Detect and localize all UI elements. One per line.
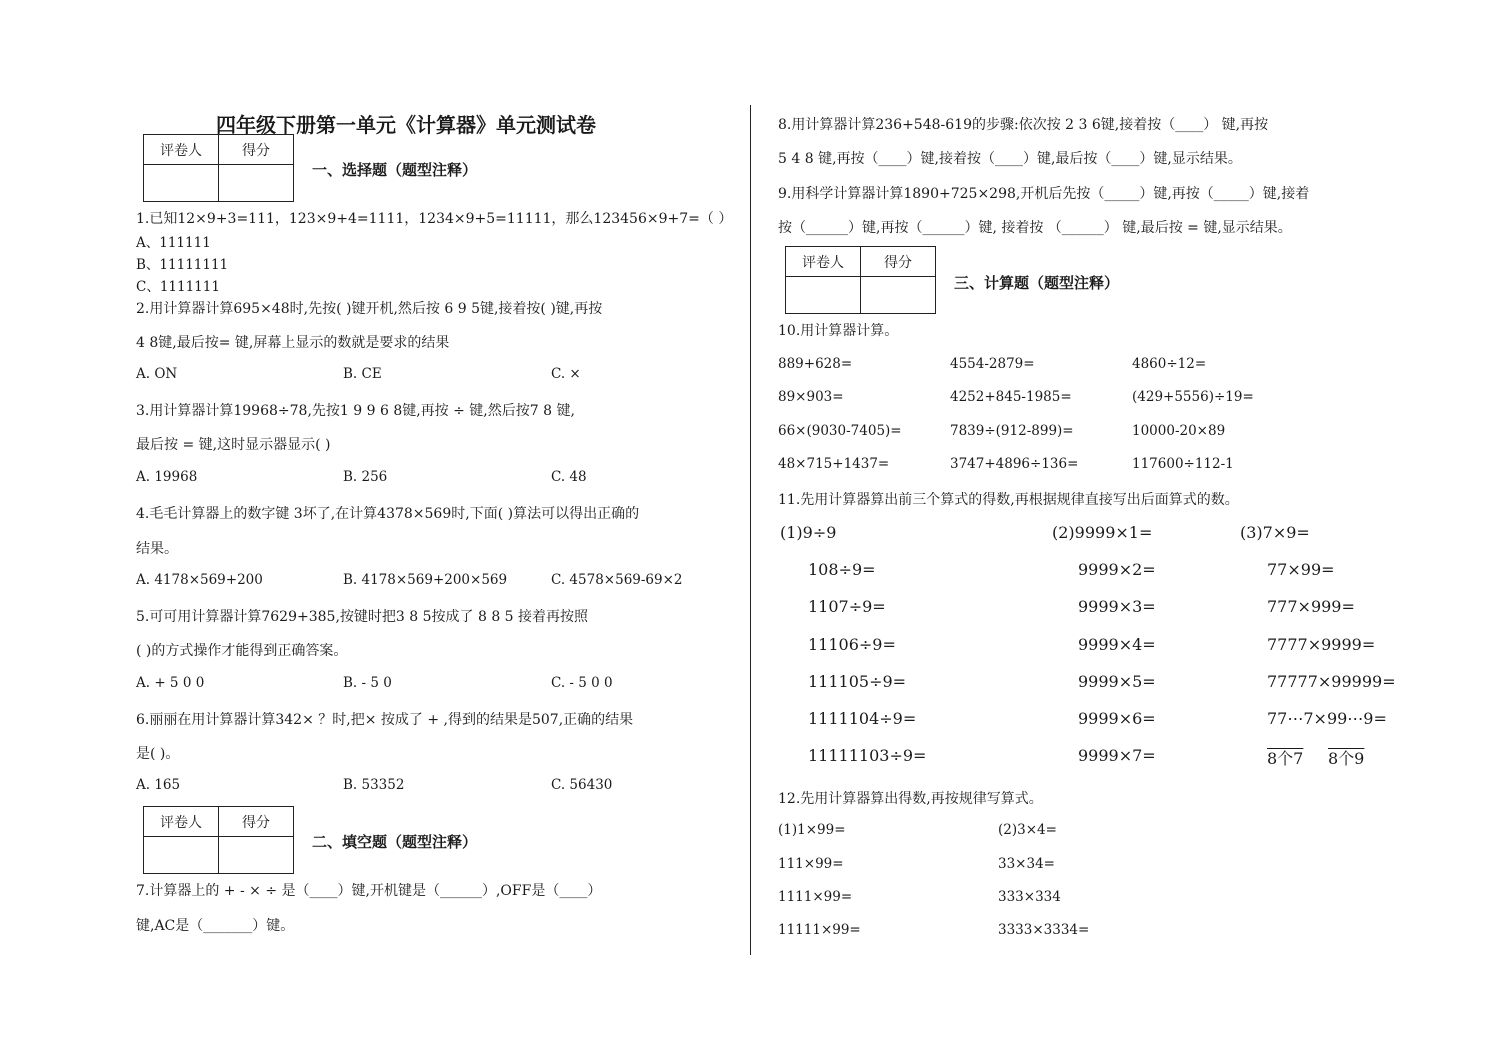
question-5: 5.可可用计算器计算7629+385,按键时把3 8 5按成了 8 8 5 接着再按照 [136,609,589,625]
option-c: C. 4578×569-69×2 [551,572,683,588]
option-a: A. + 5 0 0 [136,675,205,691]
calc-item: 889+628= [778,356,853,372]
score-table [143,806,294,874]
question-7: 7.计算器上的 + - × ÷ 是（____）键,开机键是（______）,OFF是（____） [136,883,602,899]
question-1: 1.已知12×9+3=111，123×9+4=1111，1234×9+5=11111，那么123456×9+7=（ ） [136,211,733,227]
pattern-item: 777×999= [1267,597,1355,616]
option-a: A. 165 [136,777,181,793]
grader-header: 评卷人 [144,135,219,165]
pattern-item: 9999×2= [1078,560,1156,579]
question-9: 9.用科学计算器计算1890+725×298,开机后先按（_____）键,再按（_____）键,接着 [778,186,1310,202]
pattern-item: 77×99= [1267,560,1335,579]
question-3-cont: 最后按 = 键,这时显示器显示( ) [136,437,331,453]
pattern-item: 11111×99= [778,922,861,938]
calc-item: 48×715+1437= [778,456,890,472]
calc-item: 10000-20×89 [1132,423,1226,439]
question-12: 12.先用计算器算出得数,再按规律写算式。 [778,791,1043,807]
score-header: 得分 [219,135,294,165]
score-cell[interactable] [219,165,294,202]
pattern-item: 33×34= [998,856,1055,872]
pattern-item: 9999×7= [1078,746,1156,765]
option-c: C. - 5 0 0 [551,675,613,691]
question-3: 3.用计算器计算19968÷78,先按1 9 9 6 8键,再按 ÷ 键,然后按7 8 键, [136,403,575,419]
option-b: B. CE [343,366,382,382]
pattern-item: 111×99= [778,856,844,872]
pattern-item: 11106÷9= [808,635,896,654]
digit-count-label: 8个7 [1267,749,1304,768]
pattern-item: 7777×9999= [1267,635,1376,654]
grader-cell[interactable] [144,165,219,202]
pattern-item: 108÷9= [808,560,876,579]
score-header: 得分 [219,807,294,837]
calc-item: 3747+4896÷136= [950,456,1079,472]
question-2: 2.用计算器计算695×48时,先按( )键开机,然后按 6 9 5键,接着按( )键,再按 [136,301,603,317]
pattern-item: 77777×99999= [1267,672,1396,691]
calc-item: 117600÷112-1 [1132,456,1234,472]
pattern-item: 9999×3= [1078,597,1156,616]
grader-cell[interactable] [144,837,219,874]
question-4: 4.毛毛计算器上的数字键 3坏了,在计算4378×569时,下面( )算法可以得出正确的 [136,506,640,522]
score-table [785,246,936,314]
pattern-item: 1111×99= [778,889,853,905]
option-c: C. 48 [551,469,587,485]
section-heading: 三、计算题（题型注释） [954,274,1120,292]
pattern-item: (2)9999×1= [1052,523,1153,542]
question-2-cont: 4 8键,最后按= 键,屏幕上显示的数就是要求的结果 [136,335,450,351]
option-c: C. × [551,366,581,382]
pattern-item: 9999×5= [1078,672,1156,691]
option-a: A. 4178×569+200 [136,572,263,588]
pattern-item: (2)3×4= [998,822,1057,838]
question-6: 6.丽丽在用计算器计算342× ？时,把× 按成了 + ,得到的结果是507,正确的结果 [136,712,634,728]
option-b: B. 53352 [343,777,405,793]
grader-header: 评卷人 [786,247,861,277]
pattern-item: 9999×4= [1078,635,1156,654]
option-a: A、111111 [136,235,211,251]
score-cell[interactable] [219,837,294,874]
score-cell[interactable] [861,277,936,314]
question-7-cont: 键,AC是（_______）键。 [136,918,295,934]
score-header: 得分 [861,247,936,277]
page-title: 四年级下册第一单元《计算器》单元测试卷 [216,113,596,137]
question-11: 11.先用计算器算出前三个算式的得数,再根据规律直接写出后面算式的数。 [778,492,1239,508]
pattern-item: (1)9÷9 [780,523,837,542]
pattern-item: 1111104÷9= [808,709,917,728]
pattern-item: 9999×6= [1078,709,1156,728]
question-9-cont: 按（______）键,再按（______）键, 接着按 （______） 键,最后按 = 键,显示结果。 [778,220,1292,236]
option-c: C. 56430 [551,777,613,793]
calc-item: 89×903= [778,389,844,405]
question-4-cont: 结果。 [136,541,178,557]
pattern-item: 77⋯7×99⋯9= [1267,709,1387,728]
pattern-item: (3)7×9= [1240,523,1310,542]
option-a: A. 19968 [136,469,198,485]
pattern-item: 11111103÷9= [808,746,927,765]
option-b: B. - 5 0 [343,675,392,691]
question-6-cont: 是( )。 [136,746,180,762]
score-table [143,134,294,202]
calc-item: 7839÷(912-899)= [950,423,1074,439]
question-5-cont: ( )的方式操作才能得到正确答案。 [136,643,348,659]
calc-item: 4554-2879= [950,356,1035,372]
calc-item: 4860÷12= [1132,356,1207,372]
option-c: C、1111111 [136,279,220,295]
option-a: A. ON [136,366,178,382]
pattern-item: 111105÷9= [808,672,907,691]
question-8-cont: 5 4 8 键,再按（____）键,接着按（____）键,最后按（____）键,显示结果。 [778,151,1242,167]
option-b: B. 256 [343,469,388,485]
calc-item: (429+5556)÷19= [1132,389,1254,405]
calc-item: 4252+845-1985= [950,389,1072,405]
question-10: 10.用计算器计算。 [778,323,899,339]
pattern-item: 1107÷9= [808,597,886,616]
pattern-item: 3333×3334= [998,922,1090,938]
option-b: B、11111111 [136,257,229,273]
calc-item: 66×(9030-7405)= [778,423,902,439]
question-8: 8.用计算器计算236+548-619的步骤:依次按 2 3 6键,接着按（____） 键,再按 [778,117,1269,133]
column-divider [750,105,751,955]
digit-count-label: 8个9 [1328,749,1365,768]
section-heading: 一、选择题（题型注释） [312,161,478,179]
pattern-item: 333×334 [998,889,1061,905]
section-heading: 二、填空题（题型注释） [312,833,478,851]
grader-cell[interactable] [786,277,861,314]
grader-header: 评卷人 [144,807,219,837]
option-b: B. 4178×569+200×569 [343,572,508,588]
pattern-item: (1)1×99= [778,822,846,838]
